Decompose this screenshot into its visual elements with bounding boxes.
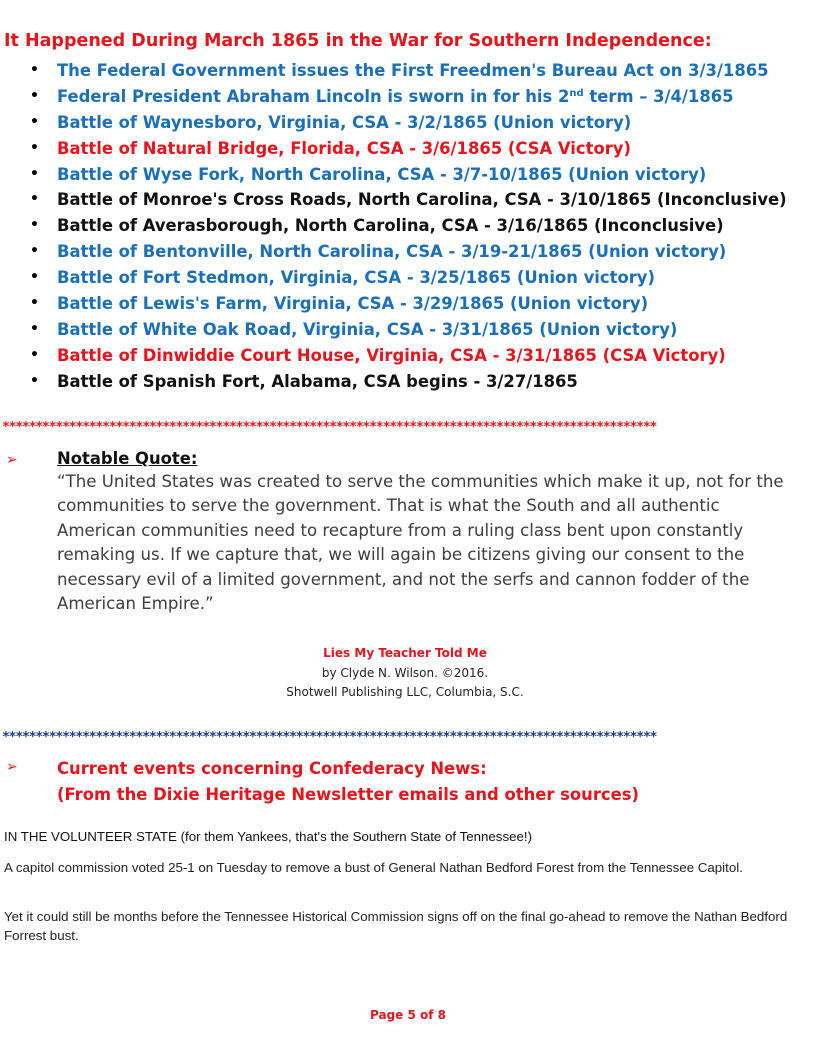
bullet-icon: •: [30, 87, 39, 104]
list-item: [0, 265, 787, 291]
article-heading: IN THE VOLUNTEER STATE (for them Yankees, that's the Southern State of Tennessee!): [4, 829, 533, 844]
event-text: Battle of Waynesboro, Virginia, CSA - 3/2/1865 (Union victory): [57, 112, 632, 132]
list-item: [0, 239, 787, 265]
list-item: [0, 110, 787, 136]
event-text: Battle of Fort Stedmon, Virginia, CSA - 3/25/1865 (Union victory): [57, 268, 655, 288]
event-text-end: term – 3/4/1865: [583, 86, 734, 106]
list-item: [0, 213, 787, 239]
arrow-bullet-icon: ➢: [6, 759, 18, 775]
separator-blue: **************************************************************************************************: [2, 730, 657, 745]
list-item: [0, 58, 787, 84]
bullet-icon: •: [30, 295, 39, 312]
list-item: [0, 291, 787, 317]
list-item: [0, 187, 787, 213]
event-text: Battle of Dinwiddie Court House, Virginia, CSA - 3/31/1865 (CSA Victory): [57, 345, 726, 365]
list-item: [0, 343, 787, 369]
current-events-line1: Current events concerning Confederacy News:: [57, 759, 487, 778]
bullet-icon: •: [30, 139, 39, 156]
event-text: Battle of White Oak Road, Virginia, CSA - 3/31/1865 (Union victory): [57, 319, 678, 339]
citation-title: Lies My Teacher Told Me: [323, 646, 487, 660]
list-item: [0, 162, 787, 188]
event-text: Battle of Averasborough, North Carolina, CSA - 3/16/1865 (Inconclusive): [57, 216, 724, 236]
list-item: [0, 136, 787, 162]
event-text: Battle of Wyse Fork, North Carolina, CSA - 3/7-10/1865 (Union victory): [57, 164, 707, 184]
bullet-icon: •: [30, 113, 39, 130]
list-item: [0, 84, 787, 110]
event-text: Battle of Spanish Fort, Alabama, CSA begins - 3/27/1865: [57, 371, 578, 391]
event-text: Battle of Bentonville, North Carolina, CSA - 3/19-21/1865 (Union victory): [57, 242, 727, 262]
bullet-icon: •: [30, 243, 39, 260]
current-events-line2: (From the Dixie Heritage Newsletter emails and other sources): [57, 785, 640, 804]
section-heading: It Happened During March 1865 in the War for Southern Independence:: [4, 31, 712, 51]
bullet-icon: •: [30, 346, 39, 363]
bullet-icon: •: [30, 217, 39, 234]
event-text: Battle of Natural Bridge, Florida, CSA - 3/6/1865 (CSA Victory): [57, 138, 631, 158]
bullet-icon: •: [30, 269, 39, 286]
arrow-bullet-icon: ➢: [6, 452, 18, 468]
article-paragraph: Yet it could still be months before the Tennessee Historical Commission signs off on the final go-ahead to remove the Nathan Bedford Forrest bust.: [4, 909, 788, 943]
bullet-icon: •: [30, 320, 39, 337]
bullet-icon: •: [30, 191, 39, 208]
ordinal-suffix: nd: [569, 87, 584, 99]
bullet-icon: •: [30, 62, 39, 78]
list-item: [0, 317, 787, 343]
citation-author: by Clyde N. Wilson. ©2016.: [321, 666, 489, 680]
bullet-icon: •: [30, 165, 39, 182]
current-events-heading: [57, 756, 639, 808]
event-text: Battle of Lewis's Farm, Virginia, CSA - 3/29/1865 (Union victory): [57, 294, 649, 314]
event-text: Federal President Abraham Lincoln is sworn in for his 2: [57, 86, 570, 106]
citation-publisher: Shotwell Publishing LLC, Columbia, S.C.: [286, 685, 524, 699]
events-list: [0, 58, 787, 395]
list-item: [0, 369, 787, 395]
quote-title: Notable Quote:: [57, 449, 198, 468]
page-number: Page 5 of 8: [370, 1008, 446, 1022]
article-paragraph: A capitol commission voted 25-1 on Tuesday to remove a bust of General Nathan Bedford Forest from the Tennessee Capitol.: [4, 860, 743, 875]
bullet-icon: •: [30, 372, 39, 389]
quote-text: “The United States was created to serve the communities which make it up, not for the communities to serve the government. That is what the South and all authentic American communities need to recapture from a ruling class bent upon constantly remaking us. If we capture that, we will again be citizens giving our consent to the necessary evil of a limited government, and not the serfs and cannon fodder of the American Empire.”: [57, 472, 784, 614]
event-text: The Federal Government issues the First Freedmen's Bureau Act on 3/3/1865: [57, 61, 769, 80]
separator-red: **************************************************************************************************: [2, 420, 657, 435]
event-text: Battle of Monroe's Cross Roads, North Carolina, CSA - 3/10/1865 (Inconclusive): [57, 190, 787, 210]
